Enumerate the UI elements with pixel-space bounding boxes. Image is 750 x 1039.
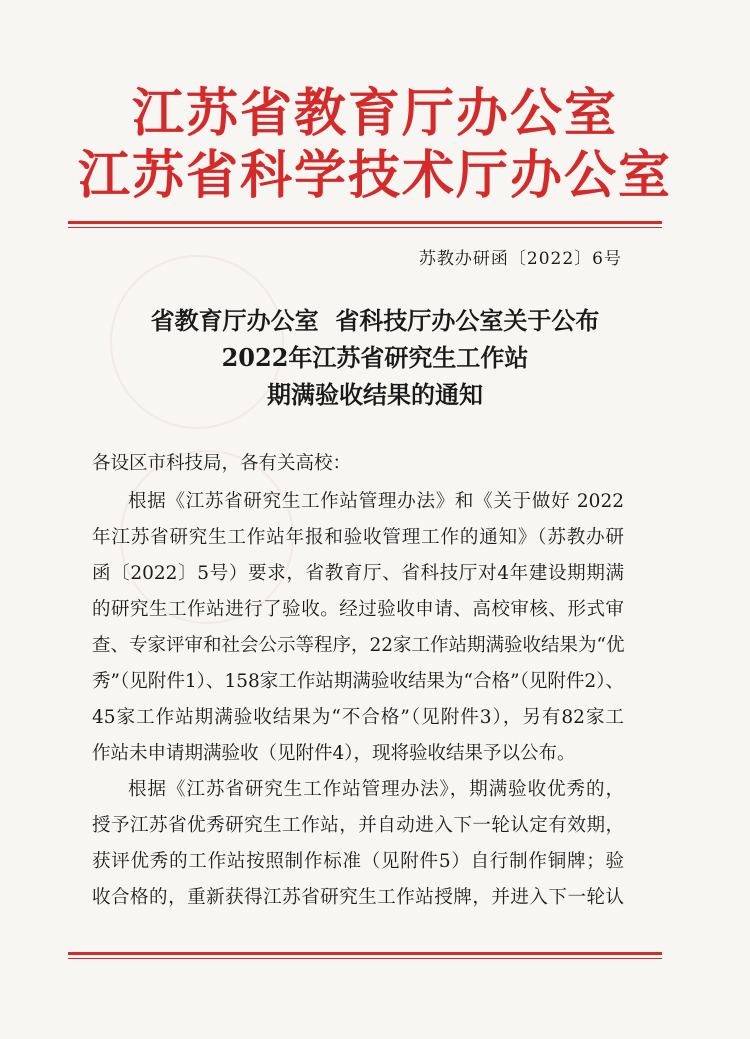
body-line: 根据《江苏省研究生工作站管理办法》，期满验收优秀的， [128, 779, 624, 800]
body-line: 查、专家评审和社会公示等程序，22家工作站期满验收结果为“优 [92, 635, 625, 656]
body-line: 45家工作站期满验收结果为“不合格”（见附件3），另有82家工 [92, 707, 624, 728]
body-line: 作站未申请期满验收（见附件4），现将验收结果予以公布。 [92, 743, 576, 764]
footer-red-rule-thin [68, 958, 662, 959]
body-line: 的研究生工作站进行了验收。经过验收申请、高校审核、形式审 [92, 599, 624, 620]
document-title-line-2: 2022年江苏省研究生工作站 [221, 343, 529, 372]
document-number: 苏教办研函〔2022〕6号 [418, 249, 622, 269]
body-line: 秀”（见附件1）、158家工作站期满验收结果为“合格”（见附件2）、 [92, 671, 624, 692]
body-line: 授予江苏省优秀研究生工作站，并自动进入下一轮认定有效期， [92, 815, 624, 836]
issuing-office-2: 江苏省科学技术厅办公室 [77, 145, 672, 206]
body-line: 年江苏省研究生工作站年报和验收管理工作的通知》（苏教办研 [92, 527, 624, 548]
body-line: 根据《江苏省研究生工作站管理办法》和《关于做好 2022 [128, 491, 624, 512]
issuing-office-1: 江苏省教育厅办公室 [131, 83, 618, 144]
document-title-line-1: 省教育厅办公室 省科技厅办公室关于公布 [150, 306, 600, 335]
footer-red-rule-thick [68, 952, 662, 955]
salutation: 各设区市科技局，各有关高校： [92, 453, 352, 474]
header-red-rule-thick [68, 221, 662, 224]
document-title-line-3: 期满验收结果的通知 [267, 380, 483, 409]
body-line: 获评优秀的工作站按照制作标准（见附件5）自行制作铜牌；验 [92, 851, 624, 872]
header-red-rule-thin [68, 227, 662, 228]
body-line: 收合格的，重新获得江苏省研究生工作站授牌，并进入下一轮认 [92, 887, 624, 908]
body-line: 函〔2022〕5号）要求，省教育厅、省科技厅对4年建设期期满 [92, 563, 624, 584]
